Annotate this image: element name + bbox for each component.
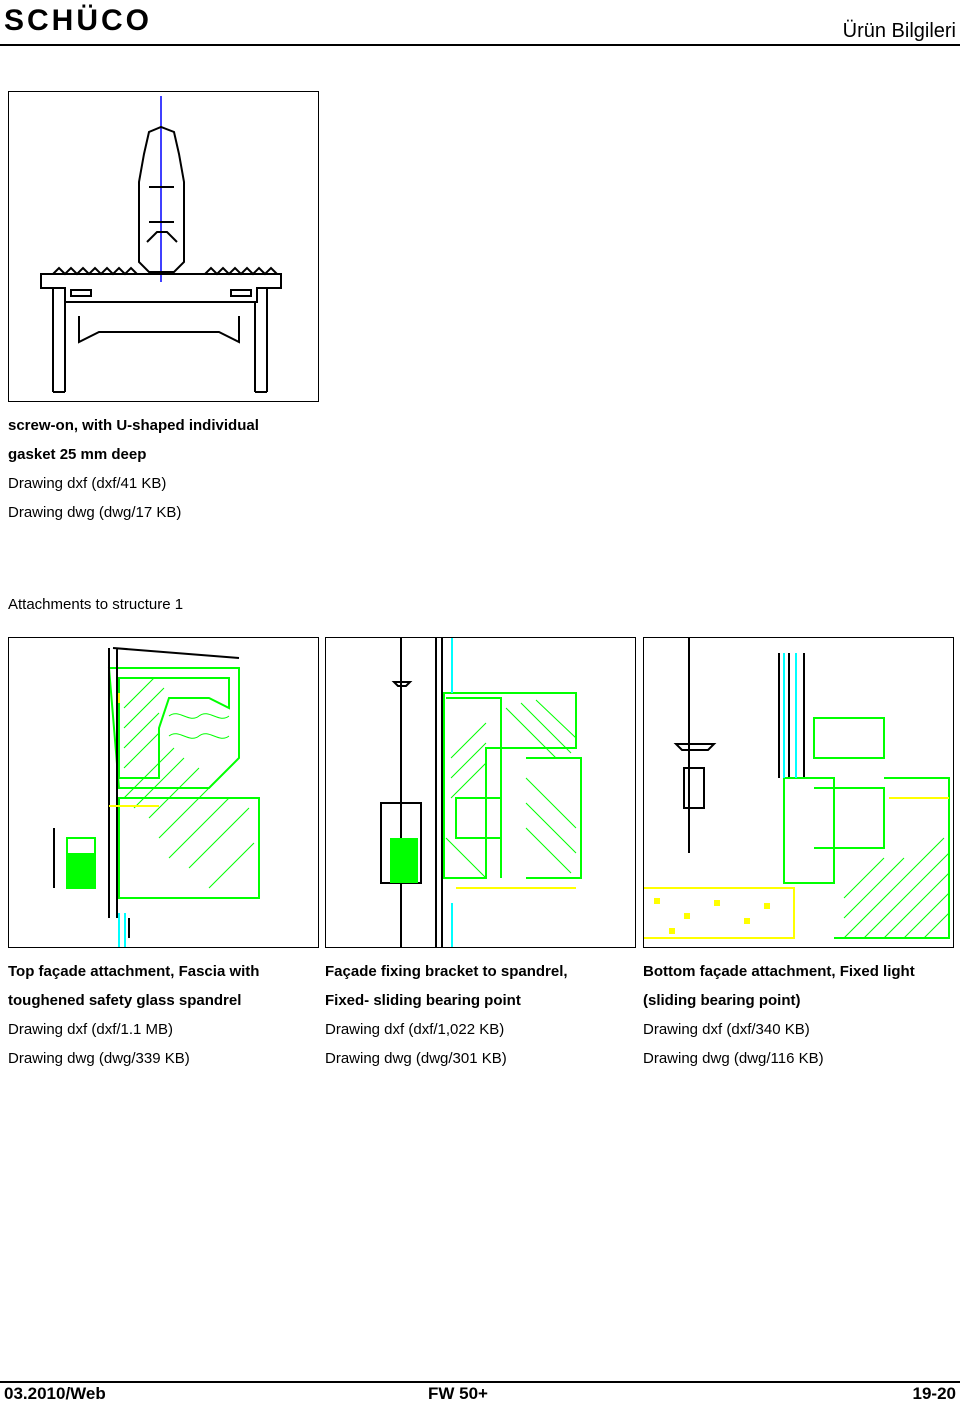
page-header-title: Ürün Bilgileri xyxy=(842,20,956,42)
schuco-logo xyxy=(4,4,240,44)
item-2-title-line2: Fixed- sliding bearing point xyxy=(325,992,521,1009)
header-divider xyxy=(0,44,960,46)
item-2-dxf-link[interactable]: Drawing dxf (dxf/1,022 KB) xyxy=(325,1021,505,1038)
profile-drawing[interactable] xyxy=(8,91,319,402)
item-1-caption xyxy=(8,957,318,1073)
item-2-title-line1: Façade fixing bracket to spandrel, xyxy=(325,963,568,980)
profile-drawing-svg xyxy=(9,92,318,401)
drawing-1-svg xyxy=(9,638,318,947)
item-3-caption xyxy=(643,957,958,1073)
top-item-title-line1: screw-on, with U-shaped individual xyxy=(8,417,259,434)
top-item-title-line2: gasket 25 mm deep xyxy=(8,446,147,463)
brand-wordmark: SCHÜCO xyxy=(4,4,153,37)
item-1-dxf-link[interactable]: Drawing dxf (dxf/1.1 MB) xyxy=(8,1021,174,1038)
item-1-dwg-link[interactable]: Drawing dwg (dwg/339 KB) xyxy=(8,1050,190,1067)
top-item-dwg-link[interactable]: Drawing dwg (dwg/17 KB) xyxy=(8,504,182,521)
drawing-2-svg xyxy=(326,638,635,947)
item-3-title-line2: (sliding bearing point) xyxy=(643,992,801,1009)
footer-date: 03.2010/Web xyxy=(4,1384,106,1403)
item-2-caption xyxy=(325,957,635,1073)
item-3-dwg-link[interactable]: Drawing dwg (dwg/116 KB) xyxy=(643,1050,824,1067)
drawing-3-svg xyxy=(644,638,953,947)
facade-fixing-bracket-drawing[interactable] xyxy=(325,637,636,948)
item-1-title-line1: Top façade attachment, Fascia with xyxy=(8,963,260,980)
footer-page-number: 19-20 xyxy=(912,1384,956,1403)
footer-divider xyxy=(0,1381,960,1383)
item-1-title-line2: toughened safety glass spandrel xyxy=(8,992,242,1009)
item-2-dwg-link[interactable]: Drawing dwg (dwg/301 KB) xyxy=(325,1050,507,1067)
top-item-caption xyxy=(8,411,318,527)
item-3-dxf-link[interactable]: Drawing dxf (dxf/340 KB) xyxy=(643,1021,810,1038)
item-3-title-line1: Bottom façade attachment, Fixed light xyxy=(643,963,915,980)
top-item-dxf-link[interactable]: Drawing dxf (dxf/41 KB) xyxy=(8,475,167,492)
footer-product: FW 50+ xyxy=(428,1384,488,1403)
top-facade-attachment-drawing[interactable] xyxy=(8,637,319,948)
bottom-facade-attachment-drawing[interactable] xyxy=(643,637,954,948)
section-heading: Attachments to structure 1 xyxy=(8,596,184,613)
